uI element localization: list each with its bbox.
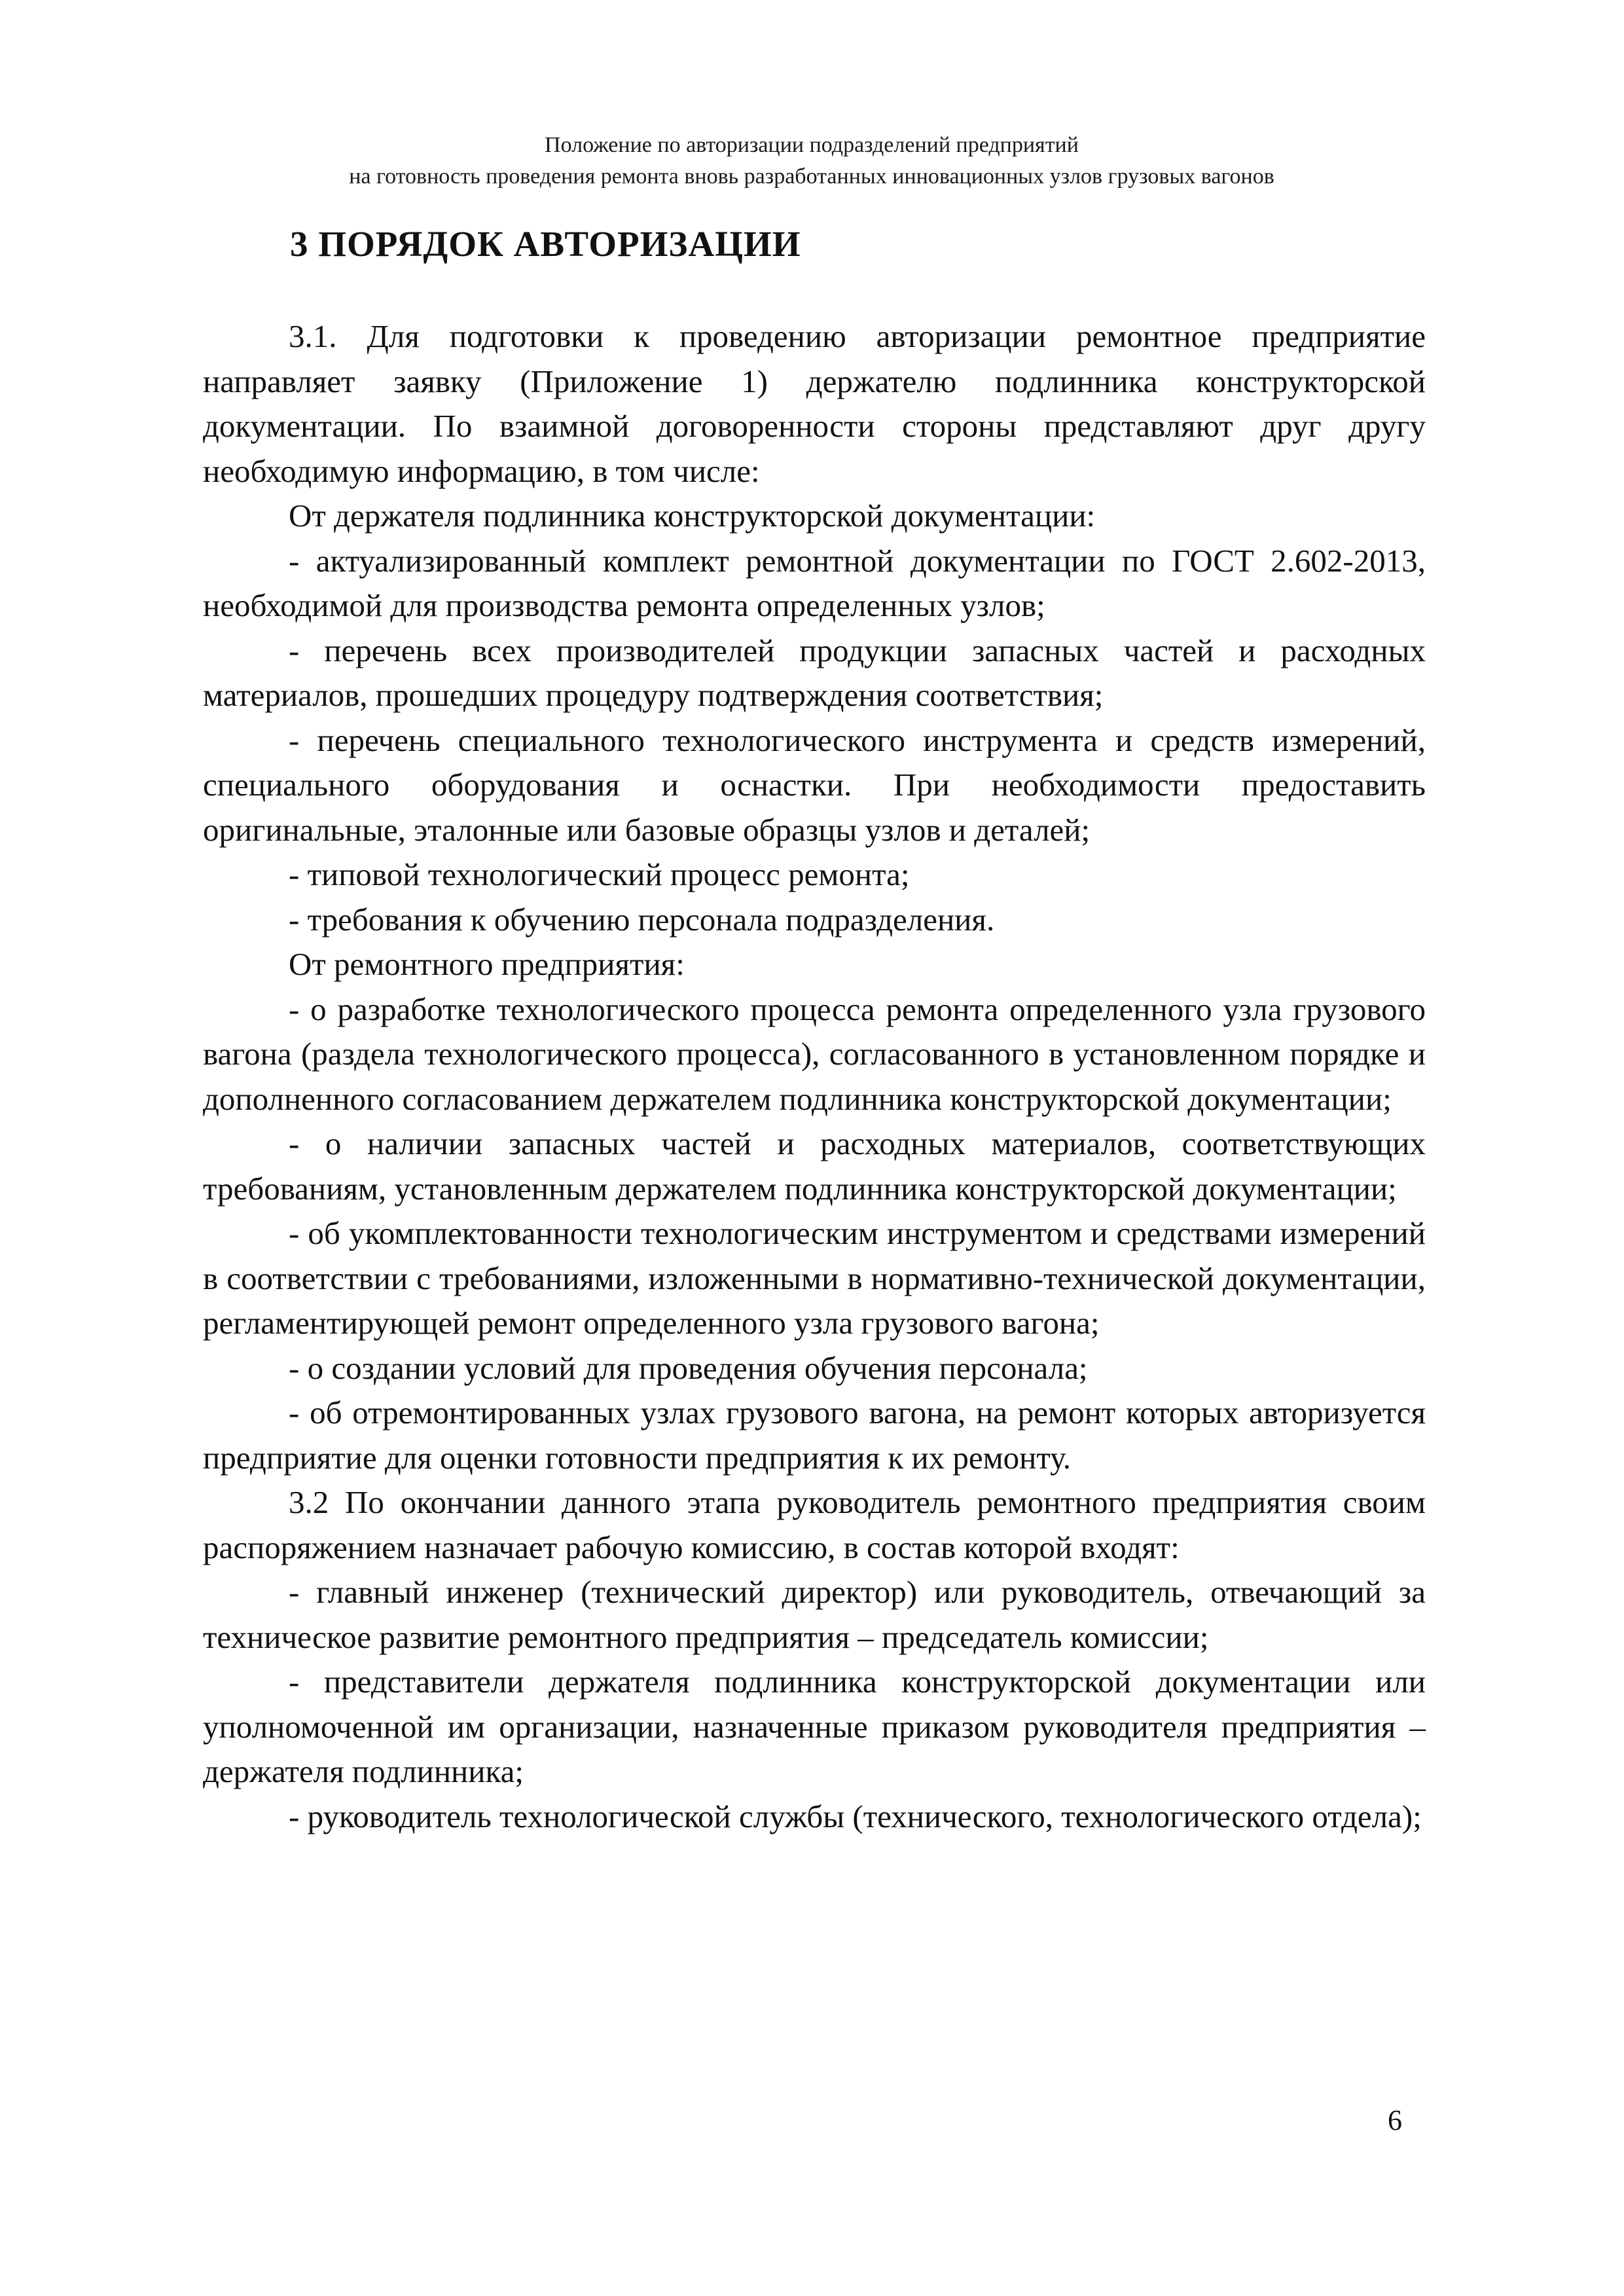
- list-item: - требования к обучению персонала подразделения.: [289, 901, 995, 938]
- paragraph-3-1: 3.1. Для подготовки к проведению авторизации ремонтное предприятие направляет заявку (Приложение 1) держателю подлинника конструкторской документации. По взаимной договоренности стороны представляют друг другу необходимую информацию, в том числе:: [203, 318, 1426, 489]
- list-item: - главный инженер (технический директор) или руководитель, отвечающий за техническое развитие ремонтного предприятия – председатель комиссии;: [203, 1574, 1426, 1655]
- list-item: - типовой технологический процесс ремонта;: [289, 856, 910, 892]
- list-item: - актуализированный комплект ремонтной документации по ГОСТ 2.602-2013, необходимой для производства ремонта определенных узлов;: [203, 542, 1426, 623]
- list-item: - перечень специального технологического инструмента и средств измерений, специального оборудования и оснастки. При необходимости предоставить оригинальные, эталонные или базовые образцы узлов и деталей;: [203, 721, 1426, 848]
- paragraph-from-holder: От держателя подлинника конструкторской документации:: [289, 498, 1096, 534]
- list-item: - представители держателя подлинника конструкторской документации или уполномоченной им организации, назначенные приказом руководителя предприятия – держателя подлинника;: [203, 1664, 1426, 1789]
- paragraph-3-2: 3.2 По окончании данного этапа руководитель ремонтного предприятия своим распоряжением назначает рабочую комиссию, в состав которой входят:: [203, 1484, 1426, 1565]
- page-number: 6: [1388, 2104, 1402, 2136]
- list-item: - об укомплектованности технологическим инструментом и средствами измерений в соответствии с требованиями, изложенными в нормативно-технической документации, регламентирующей ремонт определенного узла грузового вагона;: [203, 1215, 1426, 1341]
- list-item: - о разработке технологического процесса ремонта определенного узла грузового вагона (раздела технологического процесса), согласованного в установленном порядке и дополненного согласованием держателем подлинника конструкторской документации;: [203, 991, 1426, 1117]
- document-header-line-1: Положение по авторизации подразделений предприятий: [545, 133, 1079, 157]
- section-title: 3 ПОРЯДОК АВТОРИЗАЦИИ: [290, 224, 801, 264]
- list-item: - перечень всех производителей продукции запасных частей и расходных материалов, прошедших процедуру подтверждения соответствия;: [203, 632, 1426, 713]
- list-item: - руководитель технологической службы (технического, технологического отдела);: [289, 1798, 1422, 1834]
- list-item: - о наличии запасных частей и расходных материалов, соответствующих требованиям, установленным держателем подлинника конструкторской документации;: [203, 1125, 1426, 1207]
- list-item: - об отремонтированных узлах грузового вагона, на ремонт которых авторизуется предприятие для оценки готовности предприятия к их ремонту.: [203, 1394, 1426, 1476]
- list-item: - о создании условий для проведения обучения персонала;: [289, 1349, 1088, 1386]
- document-header-line-2: на готовность проведения ремонта вновь разработанных инновационных узлов грузовых вагонов: [349, 164, 1274, 189]
- section-body: [203, 314, 1426, 1839]
- paragraph-from-repair-enterprise: От ремонтного предприятия:: [289, 946, 685, 982]
